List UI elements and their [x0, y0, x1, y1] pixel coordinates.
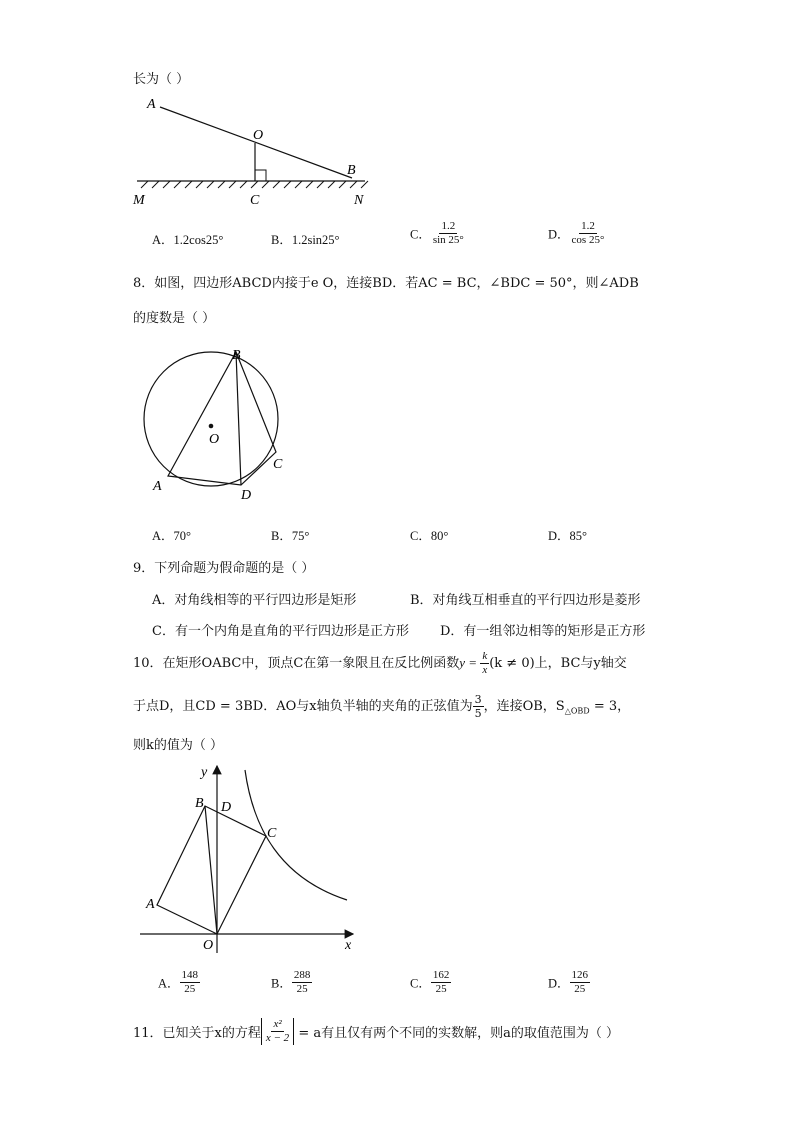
ground-hatching	[141, 181, 368, 188]
label-a: A	[146, 897, 155, 912]
q10-stem-line1: 10．在矩形OABC中，顶点C在第一象限且在反比例函数y = $\frac{k}{x}$ (k ≠ 0)上，BC与y轴交	[133, 650, 627, 676]
q8-stem-line1: 8．如图，四边形ABCD内接于e O，连接BD．若AC = BC，∠BDC = 50°，则∠ADB	[133, 276, 639, 291]
hatch-mark	[361, 181, 368, 188]
label-d: D	[241, 488, 252, 503]
hatch-mark	[196, 181, 203, 188]
q11-stem: 11．已知关于x的方程 $\frac{\text{x²}}{x - 2}$ = a有且仅有两个不同的实数解，则a的取值范围为（ ）	[133, 1018, 619, 1044]
hatch-mark	[262, 181, 269, 188]
diagonal-bd	[236, 352, 241, 485]
hatch-mark	[174, 181, 181, 188]
label-a: A	[147, 97, 156, 112]
q7-option-d: D． $\frac{1.2}{\cos 25^\circ}$	[548, 220, 605, 246]
label-y: y	[201, 765, 208, 780]
label-o: O	[203, 938, 214, 953]
hatch-mark	[152, 181, 159, 188]
q10-option-d: D． $\frac{126}{25}$	[548, 969, 589, 995]
circle-o	[144, 352, 278, 486]
q10-option-c: C． $\frac{162}{25}$	[410, 969, 450, 995]
label-m: M	[133, 193, 145, 208]
hatch-mark	[284, 181, 291, 188]
hatch-mark	[218, 181, 225, 188]
q10-option-a: A． $\frac{148}{25}$	[158, 969, 199, 995]
label-n: N	[354, 193, 364, 208]
label-o: O	[253, 128, 264, 143]
label-c: C	[250, 193, 260, 208]
hatch-mark	[339, 181, 346, 188]
label-b: B	[195, 796, 204, 811]
label-b: B	[232, 348, 241, 363]
q7-figure	[125, 90, 385, 210]
hatch-mark	[141, 181, 148, 188]
hatch-mark	[163, 181, 170, 188]
q8-option-c: C．80°	[410, 529, 449, 543]
label-b: B	[347, 163, 356, 178]
q9-stem: 9．下列命题为假命题的是（ ）	[133, 561, 315, 576]
hatch-mark	[207, 181, 214, 188]
q8-stem-line2: 的度数是（ ）	[133, 311, 216, 326]
label-x: x	[345, 938, 352, 953]
q10-option-b: B． $\frac{288}{25}$	[271, 969, 311, 995]
hatch-mark	[251, 181, 258, 188]
q8-figure	[135, 340, 305, 510]
right-angle-mark	[255, 170, 266, 181]
label-c: C	[267, 826, 277, 841]
q7-option-c: C． $\frac{1.2}{\sin 25^\circ}$	[410, 220, 464, 246]
segment-ob	[205, 806, 217, 934]
label-o: O	[209, 432, 220, 447]
hatch-mark	[273, 181, 280, 188]
center-point-o	[209, 424, 214, 429]
label-a: A	[153, 479, 162, 494]
q9-option-c: C．有一个内角是直角的平行四边形是正方形	[152, 624, 409, 639]
hatch-mark	[295, 181, 302, 188]
hatch-mark	[317, 181, 324, 188]
hatch-mark	[240, 181, 247, 188]
q8-option-d: D．85°	[548, 529, 588, 543]
q8-option-a: A．70°	[152, 529, 192, 543]
hatch-mark	[185, 181, 192, 188]
hatch-mark	[229, 181, 236, 188]
hatch-mark	[350, 181, 357, 188]
hatch-mark	[328, 181, 335, 188]
q7-option-b: B．1.2sin25°	[271, 233, 340, 247]
q9-option-d: D．有一组邻边相等的矩形是正方形	[440, 624, 646, 639]
label-d: D	[221, 800, 232, 815]
q10-stem-line2: 于点D，且CD = 3BD．AO与x轴负半轴的夹角的正弦值为 $\frac{3}{5}$ ，连接OB，$S_{\triangle OBD} = 3$，	[133, 693, 631, 720]
q10-figure	[135, 758, 365, 958]
q7-stem-tail: 长为（ ）	[133, 72, 190, 87]
q8-option-b: B．75°	[271, 529, 310, 543]
q9-option-a: A．对角线相等的平行四边形是矩形	[152, 593, 357, 608]
q10-stem-line3: 则k的值为（ ）	[133, 738, 224, 753]
hatch-mark	[306, 181, 313, 188]
label-c: C	[273, 457, 283, 472]
hyperbola-curve	[245, 770, 347, 900]
q7-option-a: A．1.2cos25°	[152, 233, 224, 247]
q9-option-b: B．对角线互相垂直的平行四边形是菱形	[410, 593, 641, 608]
